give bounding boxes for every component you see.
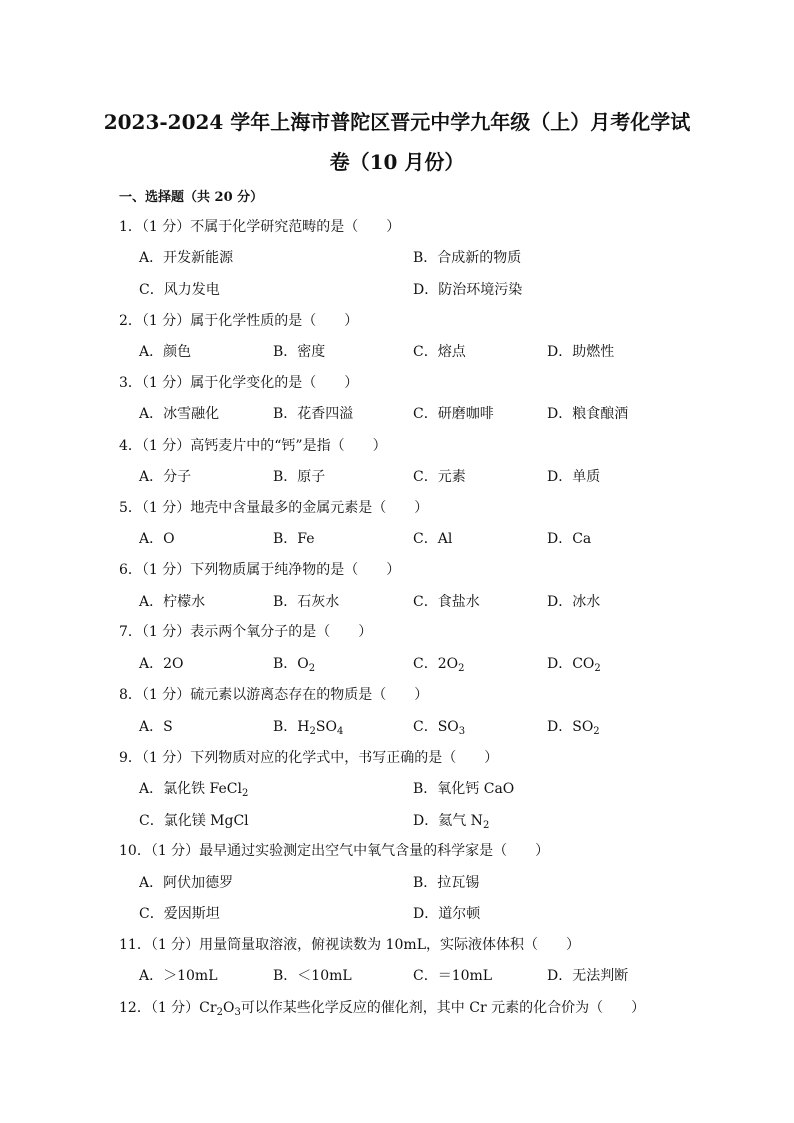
option-text: B．氧化钙 CaO — [413, 781, 515, 797]
question-7-option-a — [139, 654, 184, 674]
question-9-option-b — [413, 779, 514, 799]
question-10-option-c: C．爱因斯坦 — [139, 906, 220, 922]
option-text: B．O — [273, 656, 309, 672]
option-text: C．2O — [413, 656, 459, 672]
option-text: C．SO — [413, 719, 459, 735]
question-9-option-d — [413, 811, 489, 831]
question-4-option-b: B．原子 — [273, 469, 326, 485]
question-8-option-c — [413, 717, 465, 737]
question-9-option-c — [139, 811, 249, 831]
subscript: 2 — [241, 788, 249, 799]
question-2-option-d: D．助燃性 — [547, 344, 615, 360]
question-7-stem: 7．（1 分）表示两个氧分子的是（ ） — [119, 624, 373, 640]
question-8-option-a — [139, 717, 173, 737]
subscript: 2 — [308, 663, 316, 674]
question-2-option-b: B．密度 — [273, 344, 326, 360]
question-3-stem: 3．（1 分）属于化学变化的是（ ） — [119, 375, 359, 391]
subscript: 2 — [593, 726, 600, 737]
question-10-stem: 10．（1 分）最早通过实验测定出空气中氧气含量的科学家是（ ） — [119, 843, 550, 859]
question-10-option-b: B．拉瓦锡 — [413, 875, 480, 891]
subscript: 2 — [458, 663, 465, 674]
question-11-option-d: D．无法判断 — [547, 968, 629, 984]
question-5-option-b: B．Fe — [273, 531, 315, 547]
exam-title-line-2: 卷（10 月份） — [329, 150, 465, 174]
section-heading: 一、选择题（共 20 分） — [119, 190, 264, 205]
question-1-stem: 1．（1 分）不属于化学研究范畴的是（ ） — [119, 219, 401, 235]
question-6-option-d: D．冰水 — [547, 594, 601, 610]
question-12-stem — [119, 998, 645, 1018]
subscript: 3 — [234, 1007, 241, 1018]
question-7-option-c — [413, 654, 464, 674]
exam-title-line-1: 2023-2024 学年上海市普陀区晋元中学九年级（上）月考化学试 — [103, 110, 691, 134]
question-4-stem: 4．（1 分）高钙麦片中的“钙”是指（ ） — [119, 438, 387, 454]
question-5-option-c: C．Al — [413, 531, 453, 547]
option-text: A．氯化铁 FeCl — [139, 781, 242, 797]
stem-text: O — [222, 1000, 235, 1016]
question-3-option-b: B．花香四溢 — [273, 406, 354, 422]
subscript: 2 — [482, 820, 490, 831]
question-5-stem: 5．（1 分）地壳中含量最多的金属元素是（ ） — [119, 500, 429, 516]
question-4-option-c: C．元素 — [413, 469, 466, 485]
subscript: 2 — [309, 726, 316, 737]
question-1-option-c: C．风力发电 — [139, 282, 220, 298]
question-3-option-c: C．研磨咖啡 — [413, 406, 494, 422]
question-6-option-b: B．石灰水 — [273, 594, 340, 610]
question-9-stem: 9．（1 分）下列物质对应的化学式中，书写正确的是（ ） — [119, 750, 499, 766]
option-text: B．H — [273, 719, 310, 735]
option-text: A．S — [139, 719, 173, 735]
question-11-stem: 11．（1 分）用量筒量取溶液，俯视读数为 10mL，实际液体体积（ ） — [119, 937, 581, 953]
subscript: 2 — [216, 1007, 223, 1018]
question-8-option-b — [273, 717, 343, 737]
question-2-option-a: A．颜色 — [139, 344, 192, 360]
question-6-option-c: C．食盐水 — [413, 594, 480, 610]
option-text: D．氦气 N — [413, 813, 483, 829]
subscript: 4 — [336, 726, 344, 737]
question-3-option-d: D．粮食酿酒 — [547, 406, 629, 422]
subscript: 3 — [458, 726, 466, 737]
question-5-option-a: A．O — [139, 531, 175, 547]
question-2-option-c: C．熔点 — [413, 344, 466, 360]
question-11-option-c: C．＝10mL — [413, 968, 493, 984]
stem-text: 12．（1 分）Cr — [119, 1000, 217, 1016]
question-5-option-d: D．Ca — [547, 531, 592, 547]
question-1-option-b: B．合成新的物质 — [413, 250, 522, 266]
question-2-stem: 2．（1 分）属于化学性质的是（ ） — [119, 313, 359, 329]
question-9-option-a — [139, 779, 248, 799]
option-text: D．SO — [547, 719, 594, 735]
question-8-stem: 8．（1 分）硫元素以游离态存在的物质是（ ） — [119, 687, 429, 703]
question-6-option-a: A．柠檬水 — [139, 594, 206, 610]
question-11-option-b: B．＜10mL — [273, 968, 352, 984]
question-4-option-d: D．单质 — [547, 469, 601, 485]
question-7-option-b — [273, 654, 315, 674]
question-1-option-d: D．防治环境污染 — [413, 282, 523, 298]
option-text: C．氯化镁 MgCl — [139, 813, 249, 829]
option-text: SO — [315, 719, 337, 735]
question-4-option-a: A．分子 — [139, 469, 192, 485]
question-10-option-a: A．阿伏加德罗 — [139, 875, 234, 891]
question-3-option-a: A．冰雪融化 — [139, 406, 220, 422]
question-1-option-a: A．开发新能源 — [139, 250, 234, 266]
question-6-stem: 6．（1 分）下列物质属于纯净物的是（ ） — [119, 562, 401, 578]
option-text: A．2O — [139, 656, 184, 672]
option-text: D．CO — [547, 656, 595, 672]
question-11-option-a: A．＞10mL — [139, 968, 218, 984]
question-7-option-d — [547, 654, 601, 674]
question-10-option-d: D．道尔顿 — [413, 906, 481, 922]
subscript: 2 — [594, 663, 601, 674]
stem-text: 可以作某些化学反应的催化剂，其中 Cr 元素的化合价为（ ） — [240, 1000, 646, 1016]
question-8-option-d — [547, 717, 600, 737]
